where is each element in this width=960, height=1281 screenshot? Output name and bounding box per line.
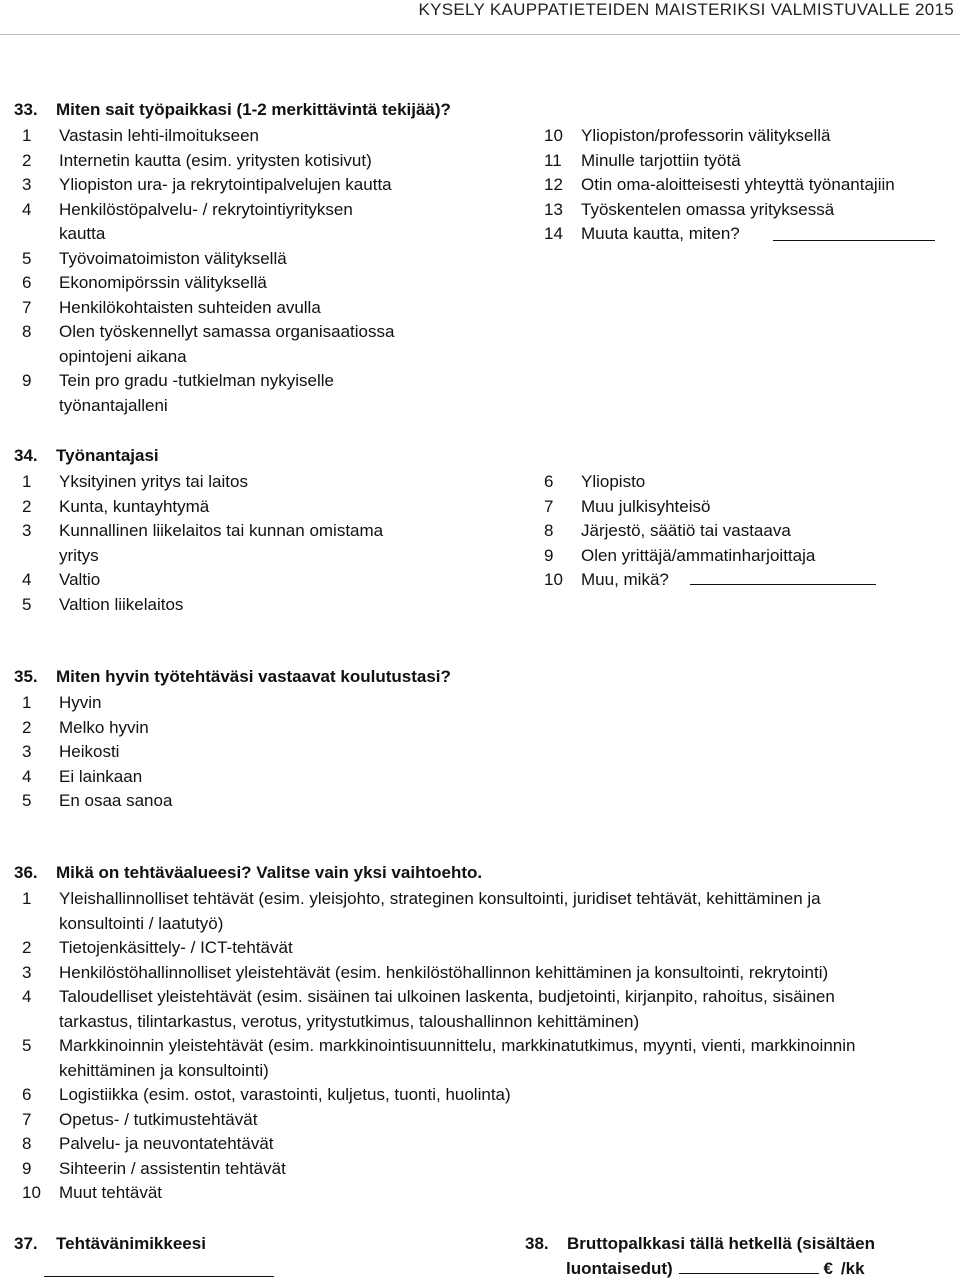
q33-option-9[interactable]: [22, 369, 922, 418]
q33-option-12[interactable]: [544, 173, 960, 198]
q33-option-3-text: Yliopiston ura- ja rekrytointipalvelujen kautta: [59, 175, 392, 194]
q34-option-4-text: Valtio: [59, 570, 101, 589]
q38-title-number: 38.: [525, 1234, 549, 1253]
q34-option-1-number: 1: [22, 472, 32, 491]
q35-option-4[interactable]: [22, 765, 922, 790]
euro-symbol: €: [818, 1259, 833, 1278]
q33-option-11-text: Minulle tarjottiin työtä: [581, 150, 741, 170]
q36-option-5[interactable]: [22, 1034, 922, 1083]
q38-title-line2: [566, 1259, 865, 1279]
q34-option-8-number: 8: [544, 521, 554, 540]
q35-option-3[interactable]: [22, 740, 922, 765]
q36-option-7[interactable]: [22, 1108, 922, 1133]
q34-option-9[interactable]: [544, 544, 960, 569]
q34-title: [14, 446, 159, 466]
q33-option-6-text: Ekonomipörssin välityksellä: [59, 273, 267, 292]
q36-option-6[interactable]: [22, 1083, 922, 1108]
q35-title: [14, 667, 451, 687]
q36-option-5-number: 5: [22, 1036, 32, 1055]
q36-option-3-number: 3: [22, 962, 32, 982]
q36-option-3[interactable]: [22, 961, 922, 986]
q36-title-text: Mikä on tehtäväalueesi? Valitse vain yksi vaihtoehto.: [56, 863, 483, 882]
q34-option-7-number: 7: [544, 496, 554, 516]
q34-option-6-number: 6: [544, 472, 554, 491]
q36-option-10-number: 10: [22, 1183, 41, 1202]
q36-option-2[interactable]: [22, 936, 922, 961]
q33-option-8-number: 8: [22, 322, 32, 341]
q34-option-5-number: 5: [22, 594, 32, 614]
q34-option-3-text: yritys: [59, 545, 99, 565]
q33-option-14-text: Muuta kautta, miten?: [581, 224, 740, 243]
q38-salary-answer-line[interactable]: [679, 1259, 819, 1274]
q33-option-13-number: 13: [544, 199, 563, 219]
q35-option-5-text: En osaa sanoa: [59, 791, 173, 810]
q34-title-number: 34.: [14, 446, 38, 465]
q36-option-5-text: Markkinoinnin yleistehtävät (esim. markkinointisuunnittelu, markkinatutkimus, myynti, vienti, markkinoinnin: [59, 1036, 856, 1055]
q34-option-9-number: 9: [544, 545, 554, 565]
q36-option-10-text: Muut tehtävät: [59, 1183, 163, 1202]
q36-title-number: 36.: [14, 863, 38, 882]
q33-option-5-text: Työvoimatoimiston välityksellä: [59, 248, 287, 268]
q33-option-8[interactable]: [22, 320, 922, 369]
q33-option-14-number: 14: [544, 224, 563, 243]
q34-option-10-text: Muu, mikä?: [581, 570, 669, 589]
q34-option-5-text: Valtion liikelaitos: [59, 594, 184, 614]
q34-option-8-text: Järjestö, säätiö tai vastaava: [581, 521, 791, 540]
q33-option-13[interactable]: [544, 198, 960, 223]
q35-option-2[interactable]: [22, 716, 922, 741]
q36-option-8-text: Palvelu- ja neuvontatehtävät: [59, 1134, 274, 1153]
q36-option-9[interactable]: [22, 1157, 922, 1182]
q33-option-4-number: 4: [22, 199, 32, 219]
q33-option-1-text: Vastasin lehti-ilmoitukseen: [59, 126, 259, 145]
q36-option-5-text: kehittäminen ja konsultointi): [59, 1060, 269, 1080]
q36-option-6-number: 6: [22, 1085, 32, 1104]
q37-title-text: Tehtävänimikkeesi: [56, 1234, 206, 1253]
q33-option-10-number: 10: [544, 126, 563, 145]
q33-option-9-text: työnantajalleni: [59, 395, 168, 415]
q34-option-6-text: Yliopisto: [581, 472, 646, 491]
q35-title-number: 35.: [14, 667, 38, 686]
q36-option-7-text: Opetus- / tutkimustehtävät: [59, 1109, 258, 1129]
q36-title: [14, 863, 482, 883]
q36-option-8[interactable]: [22, 1132, 922, 1157]
q33-option-2-text: Internetin kautta (esim. yritysten kotisivut): [59, 150, 372, 170]
q34-option-10-number: 10: [544, 570, 563, 589]
q35-option-4-text: Ei lainkaan: [59, 766, 143, 786]
q38-unit: /kk: [840, 1259, 865, 1278]
q36-option-4[interactable]: [22, 985, 922, 1034]
q34-option-6[interactable]: [544, 470, 960, 495]
q33-title-text: Miten sait työpaikkasi (1-2 merkittävintä tekijää)?: [56, 100, 451, 119]
q33-option-5-number: 5: [22, 248, 32, 268]
q33-option-1-number: 1: [22, 126, 32, 145]
q33-option-11-number: 11: [544, 150, 562, 170]
q33-option-11[interactable]: [544, 149, 960, 174]
q36-option-2-text: Tietojenkäsittely- / ICT-tehtävät: [59, 938, 293, 957]
q33-other-answer-line[interactable]: [773, 226, 935, 241]
q33-option-10-text: Yliopiston/professorin välityksellä: [581, 126, 831, 145]
q33-option-6-number: 6: [22, 273, 32, 292]
q33-option-9-text: Tein pro gradu -tutkielman nykyiselle: [59, 371, 334, 390]
q35-option-1-text: Hyvin: [59, 693, 102, 712]
q36-option-9-text: Sihteerin / assistentin tehtävät: [59, 1158, 286, 1178]
q36-option-7-number: 7: [22, 1109, 32, 1129]
q38-title: [525, 1234, 875, 1254]
q36-option-8-number: 8: [22, 1134, 32, 1153]
q36-option-1[interactable]: [22, 887, 922, 936]
q35-option-3-number: 3: [22, 742, 32, 761]
q33-option-12-number: 12: [544, 175, 563, 194]
q33-option-7-text: Henkilökohtaisten suhteiden avulla: [59, 297, 321, 317]
q36-option-3-text: Henkilöstöhallinnolliset yleistehtävät (esim. henkilöstöhallinnon kehittäminen ja konsultointi, rekrytointi): [59, 962, 829, 982]
q35-option-3-text: Heikosti: [59, 742, 120, 761]
q34-option-5[interactable]: [22, 593, 922, 618]
q36-option-4-text: Taloudelliset yleistehtävät (esim. sisäinen tai ulkoinen laskenta, budjetointi, kirjanpito, rahoitus, sisäinen: [59, 987, 835, 1006]
q33-option-6[interactable]: [22, 271, 922, 296]
q33-option-4-text: Henkilöstöpalvelu- / rekrytointiyrityksen: [59, 199, 353, 219]
q34-option-9-text: Olen yrittäjä/ammatinharjoittaja: [581, 545, 816, 565]
q34-option-8[interactable]: [544, 519, 960, 544]
q34-option-3-number: 3: [22, 521, 32, 540]
q34-title-text: Työnantajasi: [56, 446, 159, 465]
q33-option-12-text: Otin oma-aloitteisesti yhteyttä työnantajiin: [581, 175, 895, 194]
q34-option-7[interactable]: [544, 495, 960, 520]
header-title: KYSELY KAUPPATIETEIDEN MAISTERIKSI VALMISTUVALLE 2015: [418, 0, 954, 19]
q36-option-2-number: 2: [22, 938, 32, 957]
q33-option-7-number: 7: [22, 297, 32, 317]
q35-option-4-number: 4: [22, 766, 32, 786]
q33-option-8-text: Olen työskennellyt samassa organisaatiossa: [59, 322, 395, 341]
q35-option-1[interactable]: [22, 691, 922, 716]
q33-option-3-number: 3: [22, 175, 32, 194]
q36-option-6-text: Logistiikka (esim. ostot, varastointi, kuljetus, tuonti, huolinta): [59, 1085, 511, 1104]
q37-title-number: 37.: [14, 1234, 38, 1253]
q34-option-7-text: Muu julkisyhteisö: [581, 496, 711, 516]
q35-option-2-number: 2: [22, 717, 32, 737]
q33-option-7[interactable]: [22, 296, 922, 321]
q33-option-5[interactable]: [22, 247, 922, 272]
q33-option-4-text: kautta: [59, 224, 106, 243]
q35-option-5-number: 5: [22, 791, 32, 810]
q34-option-2-number: 2: [22, 496, 32, 516]
q38-title-line2-text: luontaisedut): [566, 1259, 673, 1278]
q35-option-2-text: Melko hyvin: [59, 717, 149, 737]
q33-option-13-text: Työskentelen omassa yrityksessä: [581, 199, 835, 219]
q33-title: [14, 100, 451, 120]
q36-option-1-text: konsultointi / laatutyö): [59, 913, 224, 933]
q36-option-10[interactable]: [22, 1181, 922, 1206]
q34-option-4-number: 4: [22, 570, 32, 589]
q34-option-3-text: Kunnallinen liikelaitos tai kunnan omistama: [59, 521, 384, 540]
q33-title-number: 33.: [14, 100, 38, 119]
q33-option-2-number: 2: [22, 150, 32, 170]
q36-option-1-text: Yleishallinnolliset tehtävät (esim. yleisjohto, strateginen konsultointi, juridiset tehtävät, kehittäminen ja: [59, 889, 821, 908]
q36-option-4-text: tarkastus, tilintarkastus, verotus, yritystutkimus, taloushallinnon kehittäminen): [59, 1011, 640, 1031]
q38-title-text: Bruttopalkkasi tällä hetkellä (sisältäen: [567, 1234, 876, 1253]
page-header: [0, 0, 960, 35]
q35-option-1-number: 1: [22, 693, 32, 712]
q35-option-5[interactable]: [22, 789, 922, 814]
q36-option-4-number: 4: [22, 987, 32, 1006]
q33-option-9-number: 9: [22, 371, 32, 390]
q35-title-text: Miten hyvin työtehtäväsi vastaavat koulutustasi?: [56, 667, 451, 686]
q33-option-8-text: opintojeni aikana: [59, 346, 187, 366]
q36-option-9-number: 9: [22, 1158, 32, 1178]
q37-answer-line[interactable]: [44, 1262, 274, 1277]
q36-option-1-number: 1: [22, 889, 32, 908]
q34-other-answer-line[interactable]: [690, 570, 876, 585]
q34-option-2-text: Kunta, kuntayhtymä: [59, 496, 210, 516]
q34-option-1-text: Yksityinen yritys tai laitos: [59, 472, 248, 491]
q37-title: [14, 1234, 206, 1254]
q33-option-10[interactable]: [544, 124, 960, 149]
